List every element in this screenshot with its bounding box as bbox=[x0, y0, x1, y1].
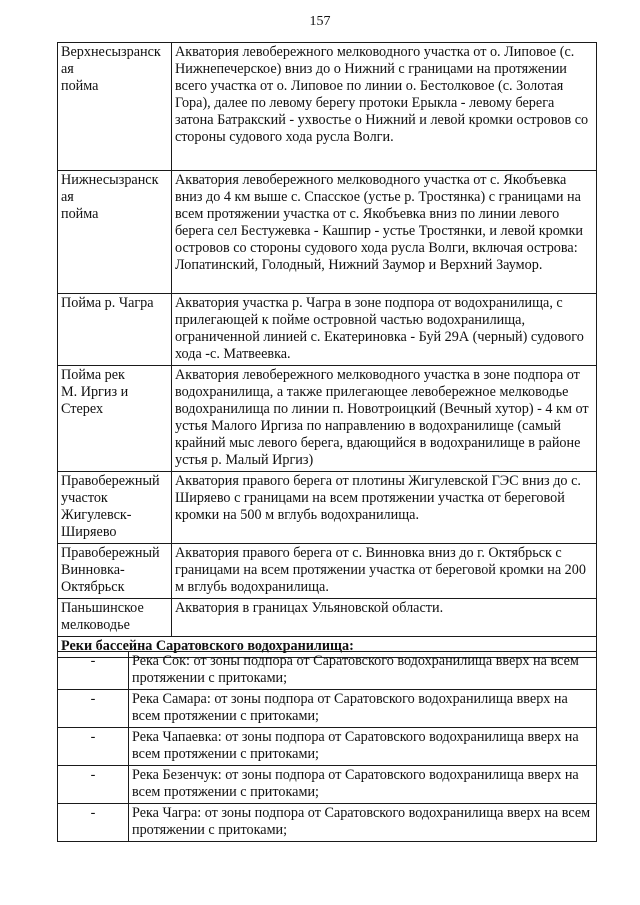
list-item bbox=[58, 728, 597, 766]
zone-description: Акватория левобережного мелководного участка от о. Липовое (с. Нижнепечерское) вниз до о Нижний с границами на протяжении всего участка от о. Липовое по линии о. Бестолковое (с. Золотая Гора), далее по левому берегу протоки Ерыкла - левому берега затона Батракский - ухвостье о Нижний и левой кромки островов со стороны судового хода русла Волги. bbox=[172, 43, 597, 171]
list-item bbox=[58, 690, 597, 728]
table-row bbox=[58, 43, 597, 171]
table-row bbox=[58, 171, 597, 294]
zone-name: Паньшинское мелководье bbox=[58, 599, 172, 637]
river-description: Река Безенчук: от зоны подпора от Саратовского водохранилища вверх на всем протяжении с притоками; bbox=[129, 766, 597, 804]
zone-description: Акватория в границах Ульяновской области. bbox=[172, 599, 597, 637]
row-dash: - bbox=[58, 728, 129, 766]
zone-description: Акватория правого берега от с. Винновка вниз до г. Октябрьск с границами на всем протяжении участка от береговой кромки на 200 м вглубь водохранилища. bbox=[172, 544, 597, 599]
row-dash: - bbox=[58, 766, 129, 804]
zone-name: Верхнесызранск ая пойма bbox=[58, 43, 172, 171]
table-row bbox=[58, 472, 597, 544]
zone-name: Правобережный Винновка- Октябрьск bbox=[58, 544, 172, 599]
list-item bbox=[58, 766, 597, 804]
zone-description: Акватория участка р. Чагра в зоне подпора от водохранилища, с прилегающей к пойме островной частью водохранилища, ограниченной линией с. Екатериновка - Буй 29А (черный) судового хода -с. Матвеевка. bbox=[172, 294, 597, 366]
table-row bbox=[58, 294, 597, 366]
zone-description: Акватория левобережного мелководного участка от с. Якобъевка вниз до 4 км выше с. Спасское (устье р. Тростянка) с границами на всем протяжении участка от с. Якобъевка вниз по линии левого берега сел Бестужевка - Кашпир - устье Тростянки, и левой кромки островов со стороны судового хода русла Волги, включая острова: Лопатинский, Голодный, Нижний Заумор и Верхний Заумор. bbox=[172, 171, 597, 294]
zones-table bbox=[57, 42, 597, 658]
river-description: Река Чапаевка: от зоны подпора от Саратовского водохранилища вверх на всем протяжении с притоками; bbox=[129, 728, 597, 766]
zone-name: Нижнесызранск ая пойма bbox=[58, 171, 172, 294]
row-dash: - bbox=[58, 690, 129, 728]
section-title: Реки бассейна Саратовского водохранилища: bbox=[58, 637, 597, 658]
table-row bbox=[58, 544, 597, 599]
river-description: Река Чагра: от зоны подпора от Саратовского водохранилища вверх на всем протяжении с притоками; bbox=[129, 804, 597, 842]
river-description: Река Сок: от зоны подпора от Саратовского водохранилища вверх на всем протяжении с притоками; bbox=[129, 652, 597, 690]
row-dash: - bbox=[58, 804, 129, 842]
table-row bbox=[58, 599, 597, 637]
table-row bbox=[58, 366, 597, 472]
zone-name: Пойма рек М. Иргиз и Стерех bbox=[58, 366, 172, 472]
list-item bbox=[58, 804, 597, 842]
zone-description: Акватория левобережного мелководного участка в зоне подпора от водохранилища, а также прилегающее левобережное мелководье водохранилища по линии п. Новотроицкий (Вечный хутор) - 4 км от устья Малого Иргиза по направлению в водохранилище (самый крайний мыс левого берега, вдающийся в водохранилище в районе устья р. Малый Иргиз) bbox=[172, 366, 597, 472]
zone-name: Правобережный участок Жигулевск- Ширяево bbox=[58, 472, 172, 544]
zone-name: Пойма р. Чагра bbox=[58, 294, 172, 366]
row-dash: - bbox=[58, 652, 129, 690]
rivers-table bbox=[57, 651, 597, 842]
river-description: Река Самара: от зоны подпора от Саратовского водохранилища вверх на всем протяжении с притоками; bbox=[129, 690, 597, 728]
list-item bbox=[58, 652, 597, 690]
zone-description: Акватория правого берега от плотины Жигулевской ГЭС вниз до с. Ширяево с границами на всем протяжении участка от береговой кромки на 500 м вглубь водохранилища. bbox=[172, 472, 597, 544]
page-number: 157 bbox=[309, 14, 331, 29]
